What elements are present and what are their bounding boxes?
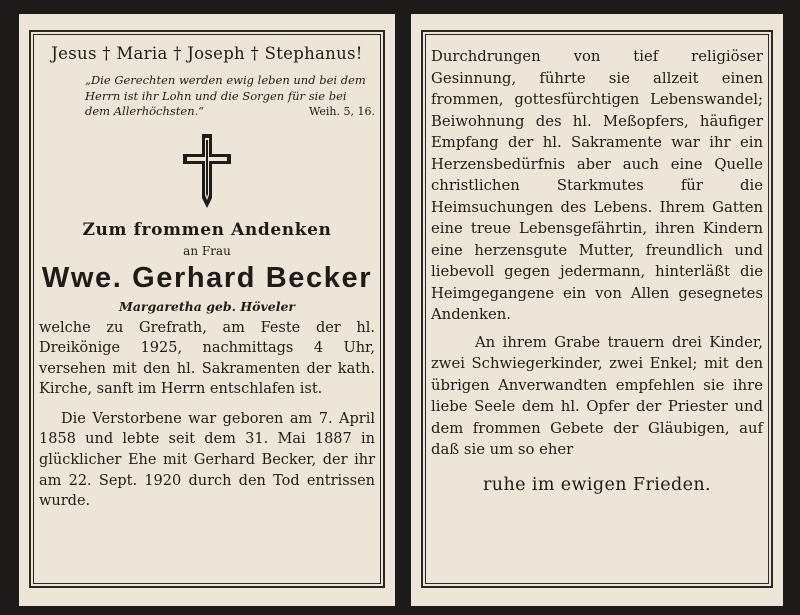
left-page <box>19 14 395 606</box>
memorial-heading: Zum frommen Andenken <box>82 219 332 240</box>
left-page-content <box>39 42 375 578</box>
closing-line: ruhe im ewigen Frieden. <box>483 474 711 495</box>
piety-paragraph: Durchdrungen von tief religiöser Gesinnung, führte sie allzeit einen frommen, gottesfürchtigen Lebenswandel; Beiwohnung des hl. Meßopfers, häufiger Empfang der hl. Sakramente war ihr ein Herzensbedürfnis aber auch eine Quelle christlichen Starkmutes für die Heimsuchungen des Lebens. Ihrem Gatten eine treue Lebensgefährtin, ihren Kindern eine herzensgute Mutter, freundlich und liebevoll gegen jedermann, hinterläßt die Heimgegangene ein von Allen gesegnetes Andenken. <box>431 48 763 323</box>
right-page <box>411 14 783 606</box>
mourners-paragraph: An ihrem Grabe trauern drei Kinder, zwei Schwiegerkinder, zwei Enkel; mit den übrigen Anverwandten empfehlen sie ihre liebe Seele dem hl. Opfer der Priester und dem frommen Gebete der Gläubigen, auf daß sie um so eher <box>431 333 763 458</box>
death-notice-paragraph: welche zu Grefrath, am Feste der hl. Dreikönige 1925, nachmittags 4 Uhr, versehen mit den hl. Sakramenten der kath. Kirche, sanft im Herrn entschlafen ist. <box>39 319 375 398</box>
verse-text: „Die Gerechten werden ewig leben und bei dem Herrn ist ihr Lohn und die Sorgen für sie bei dem Allerhöchsten.“ <box>85 73 366 118</box>
left-border-frame <box>29 30 385 588</box>
biography-paragraph: Die Verstorbene war geboren am 7. April 1858 und lebte seit dem 31. Mai 1887 in glücklicher Ehe mit Gerhard Becker, der ihr am 22. Sept. 1920 durch den Tod entrissen wurde. <box>39 410 375 510</box>
latin-cross-icon <box>181 132 233 210</box>
saints-invocation: Jesus † Maria † Joseph † Stephanus! <box>51 44 363 63</box>
bible-verse <box>39 73 375 120</box>
deceased-name: Wwe. Gerhard Becker <box>41 261 373 294</box>
right-border-frame <box>421 30 773 588</box>
verse-reference: Weih. 5, 16. <box>309 105 375 118</box>
maiden-name: Margaretha geb. Höveler <box>118 298 295 314</box>
right-page-content <box>431 46 763 578</box>
dedication-line: an Frau <box>183 243 231 258</box>
